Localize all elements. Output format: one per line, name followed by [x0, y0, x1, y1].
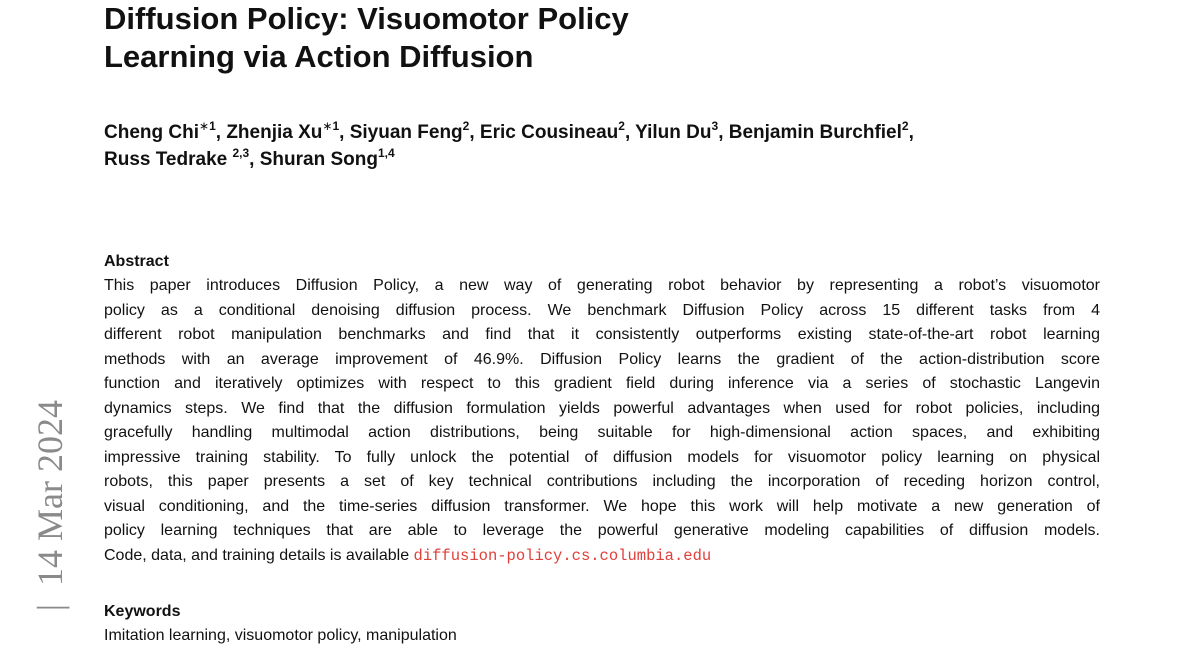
abstract-line: robots, this paper presents a set of key technical contributions including the incorporation of receding horizon control, [104, 473, 1100, 490]
abstract-line: gracefully handling multimodal action distributions, being suitable for high-dimensional action spaces, and exhibiting [104, 424, 1100, 441]
affiliation-number: 1,4 [377, 146, 395, 160]
keywords-text: Imitation learning, visuomotor policy, manipulation [104, 627, 457, 644]
paper-title [104, 0, 1004, 76]
abstract-body [104, 274, 1100, 568]
equal-contribution-mark: ∗ [322, 119, 333, 133]
affiliation-number: 2 [901, 119, 909, 133]
author-list [104, 119, 1114, 173]
project-link[interactable]: diffusion-policy.cs.columbia.edu [413, 546, 712, 565]
abstract-line: This paper introduces Diffusion Policy, a new way of generating robot behavior by representing a robot’s visuomotor [104, 277, 1100, 294]
author-name: Benjamin Burchfiel [728, 122, 902, 143]
abstract-last-line [104, 544, 1100, 569]
title-line-2: Learning via Action Diffusion [104, 39, 534, 74]
abstract-line: methods with an average improvement of 46.9%. Diffusion Policy learns the gradient of the action-distribution score [104, 350, 1100, 368]
abstract-line: impressive training stability. To fully unlock the potential of diffusion models for visuomotor policy learning on physical [104, 448, 1100, 466]
abstract-line: policy learning techniques that are able to leverage the powerful generative modeling capabilities of diffusion models. [104, 522, 1100, 539]
author-name: Zhenjia Xu [226, 122, 323, 143]
abstract-line: different robot manipulation benchmarks and find that it consistently outperforms existing state-of-the-art robot learning [104, 326, 1100, 343]
author-name: Shuran Song [259, 149, 378, 170]
author-name: Russ Tedrake [104, 149, 228, 170]
author-name: Eric Cousineau [479, 122, 619, 143]
abstract-line: function and iteratively optimizes with respect to this gradient field during inference via a series of stochastic Langevin [104, 375, 1100, 392]
arxiv-stamp-prefix: | [30, 603, 70, 612]
author-name: Yilun Du [635, 122, 712, 143]
affiliation-number: 2,3 [232, 146, 250, 160]
author-name: Siyuan Feng [349, 122, 463, 143]
abstract-line: visual conditioning, and the time-series diffusion transformer. We hope this work will help motivate a new generation of [104, 497, 1100, 515]
affiliation-number: 2 [618, 119, 625, 133]
author-line-1: Cheng Chi$^{∗1}$, Zhenjia $Xu^{∗1}$, Siyuan Feng$^2$, Eric Cousineau$^2$, Yilun Du$^3$, Benjamin Burchfiel$^2$, [104, 119, 914, 143]
affiliation-number: 1 [332, 119, 340, 133]
title-line-1: Diffusion Policy: Visuomotor Policy [104, 1, 629, 36]
arxiv-stamp-text [28, 400, 72, 648]
arxiv-stamp-date: 14 Mar 2024 [30, 400, 70, 586]
affiliation-number: 2 [462, 119, 470, 133]
arxiv-date-stamp [28, 400, 72, 648]
affiliation-number: 3 [711, 119, 719, 133]
abstract-line: policy as a conditional denoising diffusion process. We benchmark Diffusion Policy across 15 different tasks from 4 [104, 301, 1100, 319]
author-line-2: Russ Tedrake $^{2,3}$, Shuran Song$^{1,4}$ [104, 146, 395, 170]
abstract-last-line-text: Code, data, and training details is available [104, 546, 414, 564]
abstract-heading: Abstract [104, 253, 169, 270]
affiliation-number: 1 [209, 119, 216, 133]
author-name: Cheng Chi [104, 122, 199, 143]
abstract-line: dynamics steps. We find that the diffusion formulation yields powerful advantages when used for robot policies, including [104, 399, 1100, 417]
equal-contribution-mark: ∗ [199, 119, 210, 133]
keywords-heading: Keywords [104, 603, 181, 620]
